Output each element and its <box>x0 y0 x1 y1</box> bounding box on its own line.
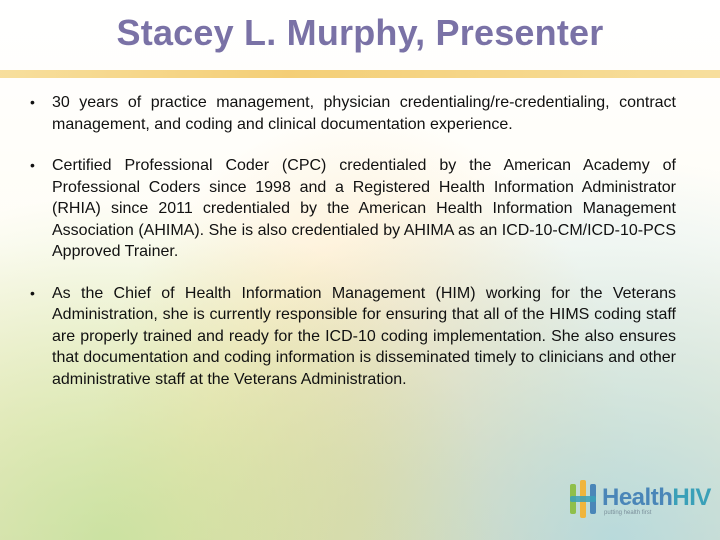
bullet-text: Certified Professional Coder (CPC) credentialed by the American Academy of Professional Coders since 1998 and a Registered Health Information Administrator (RHIA) since 2011 credentialed by the American Health Information Management Association (AHIMA). She is also credentialed by AHIMA as an ICD-10-CM/ICD-10-PCS Approved Trainer. <box>52 157 676 260</box>
bullet-list <box>30 92 676 410</box>
health-hiv-logo-icon <box>568 480 598 518</box>
title-divider <box>0 70 720 78</box>
logo-word-health: Health <box>602 484 673 511</box>
bullet-item <box>30 155 676 263</box>
bullet-text: 30 years of practice management, physician credentialing/re-credentialing, contract management, and coding and clinical documentation experience. <box>52 94 676 133</box>
bullet-item <box>30 92 676 135</box>
bullet-marker: • <box>30 284 35 301</box>
slide-title: Stacey L. Murphy, Presenter <box>116 12 604 53</box>
logo-wordmark <box>602 484 711 512</box>
logo-tagline: putting health first <box>604 510 652 516</box>
logo-word-hiv: HIV <box>672 484 711 511</box>
bullet-text: As the Chief of Health Information Management (HIM) working for the Veterans Administration, she is currently responsible for ensuring that all of the HIMS coding staff are properly trained and ready for the ICD-10 coding implementation. She also ensures that documentation and coding information is disseminated timely to clinicians and other administrative staff at the Veterans Administration. <box>52 284 676 388</box>
health-hiv-logo <box>568 478 711 522</box>
bullet-marker: • <box>30 94 35 110</box>
bullet-item <box>30 283 676 391</box>
bullet-marker: • <box>30 157 35 173</box>
